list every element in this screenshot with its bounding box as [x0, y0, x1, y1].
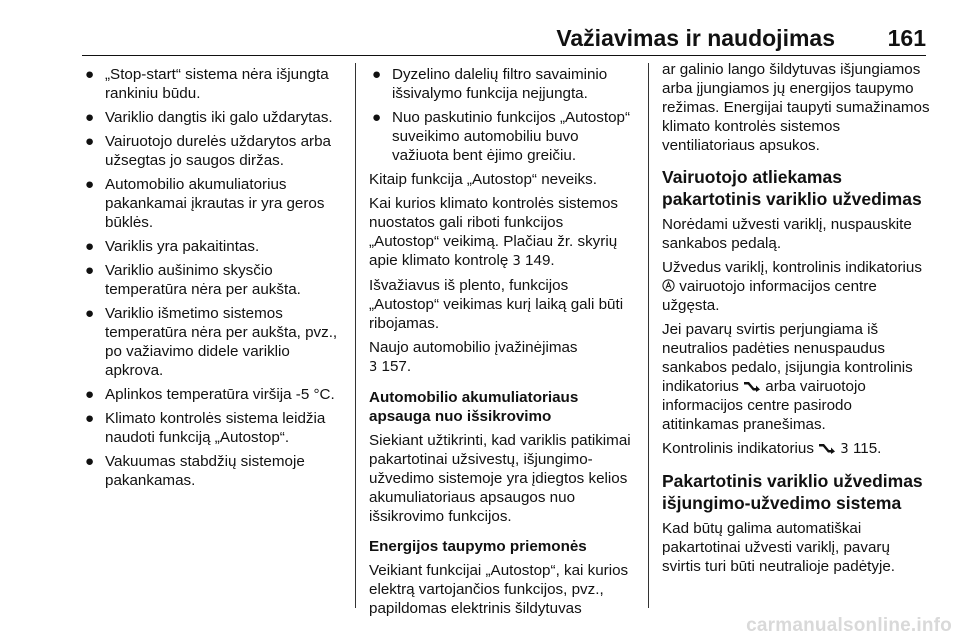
page-reference-link[interactable]: 149.	[525, 252, 555, 269]
paragraph: Jei pavarų svirtis perjungiama iš neutralios padėties nenuspaudus sankabos pedalo, įsijungia kontrolinis indikatorius arba vairuotojo informacijos centre pasirodo atitinkamas pranešimas.	[662, 321, 913, 433]
page-reference-link[interactable]: 115.	[852, 440, 882, 457]
shift-indicator-icon	[818, 442, 836, 454]
page-reference-icon: 3	[369, 360, 378, 375]
column-2	[369, 60, 636, 623]
list-item: ● Automobilio akumuliatorius pakankamai įkrautas ir yra geros būklės.	[85, 176, 325, 231]
subheading-energy-saving: Energijos taupymo priemonės	[369, 538, 587, 555]
page-reference-link[interactable]: 157.	[381, 358, 412, 375]
paragraph: Kitaip funkcija „Autostop“ neveiks.	[369, 171, 597, 188]
bullet-icon: ●	[85, 66, 95, 83]
bullet-icon: ●	[85, 133, 95, 150]
list-item: ● Dyzelino dalelių filtro savaiminio išsivalymo funkcija neįjungta.	[372, 66, 608, 102]
bullet-icon: ●	[85, 386, 95, 403]
list-item: ● Vakuumas stabdžių sistemoje pakankamas.	[85, 453, 305, 489]
paragraph: Išvažiavus iš plento, funkcijos „Autostop“ veikimas kurį laiką gali būti ribojamas.	[369, 277, 624, 332]
bullet-icon: ●	[85, 176, 95, 193]
page-header	[0, 0, 960, 60]
bullet-icon: ●	[85, 238, 95, 255]
watermark: carmanualsonline.info	[746, 615, 952, 636]
list-item: ● Variklio dangtis iki galo uždarytas.	[85, 109, 333, 126]
paragraph: Naujo automobilio įvažinėjimas 3 157.	[369, 339, 578, 375]
paragraph: Veikiant funkcijai „Autostop“, kai kurios elektrą vartojančios funkcijos, pvz., papildomas elektrinis šildytuvas	[369, 562, 629, 617]
paragraph: ar galinio lango šildytuvas išjungiamos arba įjungiamos jų energijos taupymo režimas. Energijai taupyti sumažinamos klimato kontrolės sistemos ventiliatoriaus apsukos.	[662, 61, 930, 154]
header-rule	[82, 55, 926, 56]
list-item: ● Variklio aušinimo skysčio temperatūra nėra per aukšta.	[85, 262, 301, 298]
column-divider-2	[648, 63, 649, 608]
shift-indicator-icon	[743, 380, 761, 392]
paragraph: Kai kurios klimato kontrolės sistemos nuostatos gali riboti funkcijos „Autostop“ veikimą. Plačiau žr. skyrių apie klimato kontrolę 3 149.	[369, 195, 618, 269]
list-item: ● Vairuotojo durelės uždarytos arba užsegtas jo saugos diržas.	[85, 133, 331, 169]
bullet-icon: ●	[85, 262, 95, 279]
paragraph: Kad būtų galima automatiškai pakartotinai užvesti variklį, pavarų svirtis turi būti neutralioje padėtyje.	[662, 520, 895, 575]
list-item: ● Aplinkos temperatūra viršija -5 °C.	[85, 386, 335, 403]
bullet-icon: ●	[372, 66, 382, 83]
condition-list-continued	[369, 65, 636, 165]
paragraph: Kontrolinis indikatorius 3 115.	[662, 440, 882, 457]
paragraph: Norėdami užvesti variklį, nuspauskite sankabos pedalą.	[662, 216, 912, 252]
autostop-indicator-icon	[662, 279, 675, 292]
bullet-icon: ●	[372, 109, 382, 126]
list-item: ● Klimato kontrolės sistema leidžia naudoti funkciją „Autostop“.	[85, 410, 326, 446]
paragraph: Siekiant užtikrinti, kad variklis patikimai pakartotinai užsivestų, išjungimo-užvedimo sistemoje yra įdiegtos kelios akumuliatoriaus apsaugos nuo išsikrovimo funkcijos.	[369, 432, 631, 525]
heading-auto-restart: Pakartotinis variklio užvedimas išjungimo-užvedimo sistema	[662, 471, 923, 513]
bullet-icon: ●	[85, 109, 95, 126]
list-item: ● Nuo paskutinio funkcijos „Autostop“ suveikimo automobiliu buvo važiuota bent ėjimo greičiu.	[372, 109, 631, 164]
bullet-icon: ●	[85, 410, 95, 427]
page-reference-icon: 3	[840, 442, 849, 457]
heading-driver-restart: Vairuotojo atliekamas pakartotinis variklio užvedimas	[662, 167, 922, 209]
paragraph: Užvedus variklį, kontrolinis indikatorius vairuotojo informacijos centre užgęsta.	[662, 259, 922, 314]
header-title: Važiavimas ir naudojimas	[556, 25, 835, 51]
list-item: ● Variklio išmetimo sistemos temperatūra nėra per aukšta, pvz., po važiavimo didele variklio apkrova.	[85, 305, 338, 379]
bullet-icon: ●	[85, 453, 95, 470]
subheading-battery-protection: Automobilio akumuliatoriaus apsauga nuo išsikrovimo	[369, 389, 579, 425]
condition-list	[82, 65, 347, 490]
page-number: 161	[887, 25, 926, 51]
column-divider-1	[355, 63, 356, 608]
bullet-icon: ●	[85, 305, 95, 322]
page-reference-icon: 3	[512, 254, 521, 269]
list-item: ● Variklis yra pakaitintas.	[85, 238, 260, 255]
column-3	[662, 60, 930, 581]
column-1	[82, 60, 347, 495]
list-item: ● „Stop-start“ sistema nėra išjungta rankiniu būdu.	[85, 66, 329, 102]
